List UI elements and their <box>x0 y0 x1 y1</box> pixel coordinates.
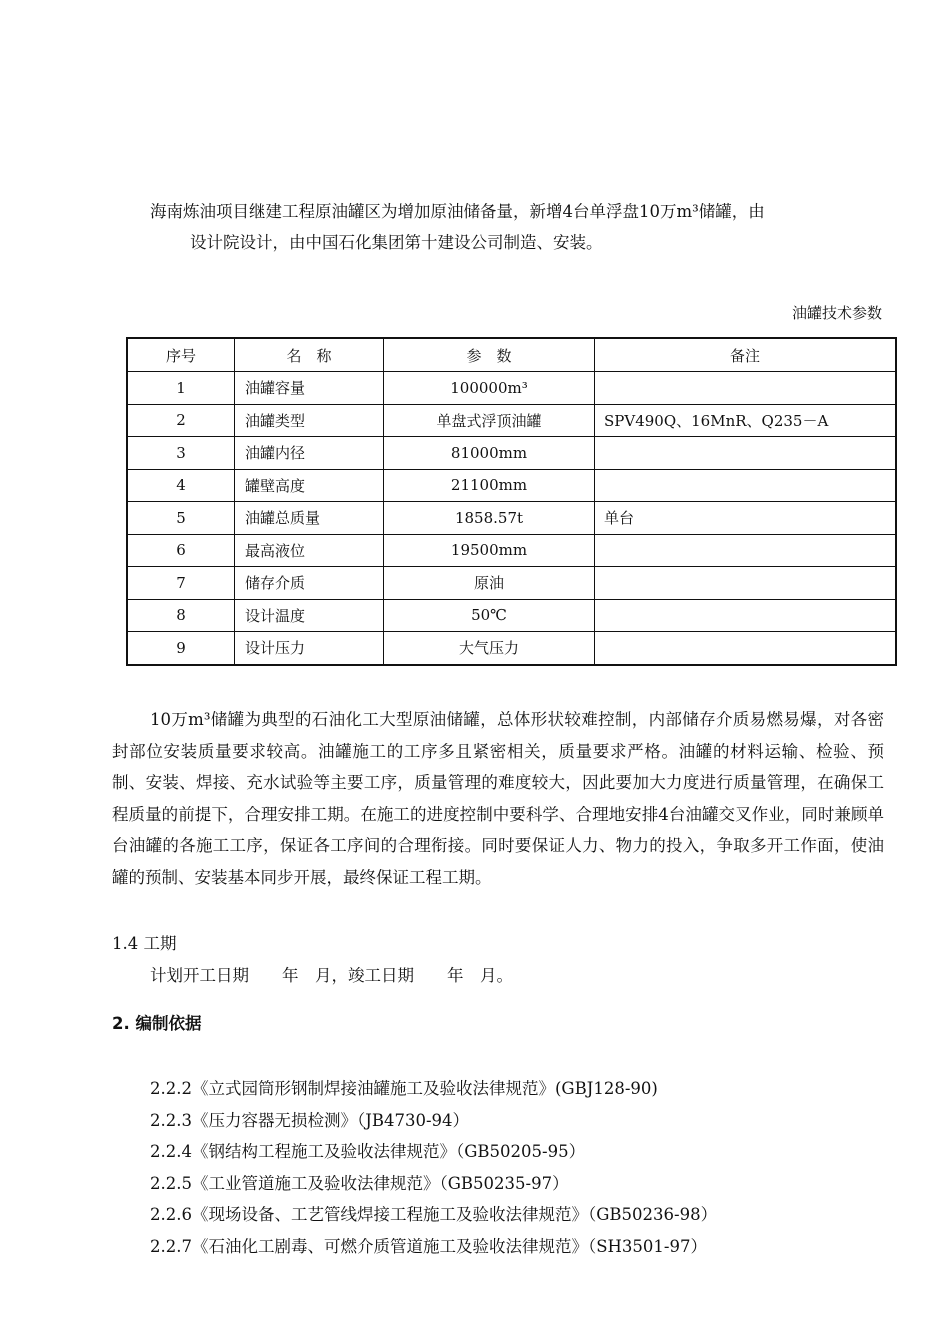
reference-item: 2.2.2《立式园筒形钢制焊接油罐施工及验收法律规范》(GBJ128-90) <box>150 1079 658 1098</box>
cell-name: 油罐类型 <box>235 404 384 437</box>
table-row <box>127 567 896 600</box>
cell-remark <box>595 437 897 470</box>
section-heading-basis: 2. 编制依据 <box>112 1014 202 1033</box>
header-value: 参 数 <box>384 338 595 372</box>
reference-item: 2.2.3《压力容器无损检测》（JB4730-94） <box>150 1110 470 1130</box>
cell-name: 设计压力 <box>235 632 384 665</box>
table-header-row <box>127 338 896 372</box>
header-name: 名 称 <box>235 338 384 372</box>
cell-value: 单盘式浮顶油罐 <box>384 404 595 437</box>
cell-remark: 单台 <box>595 502 897 535</box>
intro-paragraph <box>150 196 885 258</box>
cell-value: 原油 <box>384 567 595 600</box>
cell-value: 21100mm <box>384 469 595 502</box>
cell-remark <box>595 567 897 600</box>
intro-line-1: 海南炼油项目继建工程原油罐区为增加原油储备量，新增4台单浮盘10万m³储罐，由 <box>150 202 765 221</box>
header-remark: 备注 <box>595 338 897 372</box>
cell-value: 50℃ <box>384 599 595 632</box>
table-row <box>127 534 896 567</box>
cell-no: 3 <box>127 437 235 470</box>
cell-remark: SPV490Q、16MnR、Q235－A <box>595 404 897 437</box>
cell-name: 罐壁高度 <box>235 469 384 502</box>
cell-remark <box>595 469 897 502</box>
cell-no: 9 <box>127 632 235 665</box>
cell-remark <box>595 599 897 632</box>
table-row <box>127 404 896 437</box>
cell-no: 8 <box>127 599 235 632</box>
cell-no: 7 <box>127 567 235 600</box>
table-row <box>127 469 896 502</box>
cell-value: 1858.57t <box>384 502 595 535</box>
cell-name: 设计温度 <box>235 599 384 632</box>
cell-no: 6 <box>127 534 235 567</box>
reference-item: 2.2.7《石油化工剧毒、可燃介质管道施工及验收法律规范》（SH3501-97） <box>150 1236 707 1256</box>
cell-name: 油罐总质量 <box>235 502 384 535</box>
header-no: 序号 <box>127 338 235 372</box>
cell-remark <box>595 632 897 665</box>
table-row <box>127 599 896 632</box>
cell-name: 油罐容量 <box>235 372 384 405</box>
reference-item: 2.2.6《现场设备、工艺管线焊接工程施工及验收法律规范》（GB50236-98） <box>150 1205 718 1224</box>
tank-parameters-table <box>126 337 897 666</box>
section-heading-schedule: 1.4 工期 <box>112 934 177 953</box>
cell-name: 油罐内径 <box>235 437 384 470</box>
cell-name: 储存介质 <box>235 567 384 600</box>
cell-remark <box>595 372 897 405</box>
description-paragraph: 10万m³储罐为典型的石油化工大型原油储罐，总体形状较难控制，内部储存介质易燃易爆，对各密封部位安装质量要求较高。油罐施工的工序多且紧密相关，质量要求严格。油罐的材料运输、检验、预制、安装、焊接、充水试验等主要工序，质量管理的难度较大，因此要加大力度进行质量管理，在确保工程质量的前提下，合理安排工期。在施工的进度控制中要科学、合理地安排4台油罐交叉作业，同时兼顾单台油罐的各施工工序，保证各工序间的合理衔接。同时要保证人力、物力的投入，争取多开工作面，使油罐的预制、安装基本同步开展，最终保证工程工期。 <box>112 710 884 887</box>
cell-name: 最高液位 <box>235 534 384 567</box>
cell-value: 81000mm <box>384 437 595 470</box>
cell-value: 19500mm <box>384 534 595 567</box>
table-row <box>127 502 896 535</box>
cell-no: 2 <box>127 404 235 437</box>
cell-value: 大气压力 <box>384 632 595 665</box>
schedule-line: 计划开工日期 年 月，竣工日期 年 月。 <box>150 966 513 985</box>
intro-line-2: 设计院设计，由中国石化集团第十建设公司制造、安装。 <box>190 233 603 252</box>
table-row <box>127 437 896 470</box>
reference-list <box>150 1073 717 1262</box>
reference-item: 2.2.5《工业管道施工及验收法律规范》（GB50235-97） <box>150 1173 569 1193</box>
table-row <box>127 632 896 665</box>
cell-remark <box>595 534 897 567</box>
table-caption: 油罐技术参数 <box>791 304 882 322</box>
cell-no: 5 <box>127 502 235 535</box>
reference-item: 2.2.4《钢结构工程施工及验收法律规范》（GB50205-95） <box>150 1142 586 1161</box>
cell-no: 4 <box>127 469 235 502</box>
cell-no: 1 <box>127 372 235 405</box>
cell-value: 100000m³ <box>384 372 595 405</box>
table-row <box>127 372 896 405</box>
